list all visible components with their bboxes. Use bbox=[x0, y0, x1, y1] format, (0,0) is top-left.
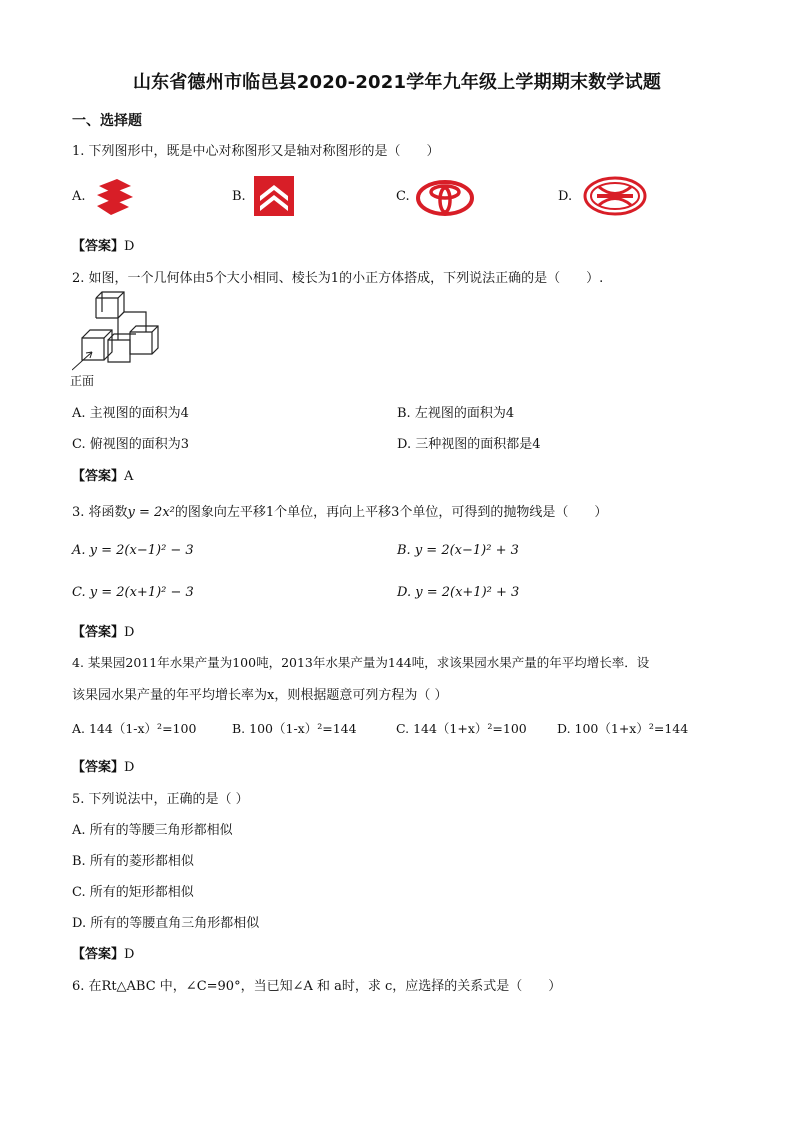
question-2-answer: 【答案】A bbox=[72, 469, 134, 484]
q5-option-a: A. 所有的等腰三角形都相似 bbox=[72, 823, 233, 838]
citroen-logo-icon bbox=[254, 176, 294, 216]
q2-option-a: A. 主视图的面积为4 bbox=[72, 406, 189, 421]
q2-option-c: C. 俯视图的面积为3 bbox=[72, 437, 190, 452]
question-2-stem: 2. 如图，一个几何体由5个大小相同、棱长为1的小正方体搭成，下列说法正确的是（ ）. bbox=[72, 271, 604, 286]
q2-option-d: D. 三种视图的面积都是4 bbox=[397, 437, 541, 452]
question-4-stem-line1: 4. 某果园2011年水果产量为100吨，2013年水果产量为144吨，求该果园水果产量的年平均增长率．设 bbox=[72, 655, 650, 670]
section-heading: 一、选择题 bbox=[72, 113, 142, 129]
question-4-stem-line2: 该果园水果产量的年平均增长率为x，则根据题意可列方程为（ ） bbox=[72, 688, 448, 703]
q5-option-c: C. 所有的矩形都相似 bbox=[72, 885, 194, 900]
answer-tag: 【答案】 bbox=[72, 239, 125, 254]
question-4-answer: 【答案】D bbox=[72, 760, 135, 775]
q3-option-c: C. y = 2(x+1)² − 3 bbox=[72, 585, 194, 600]
cube-figure bbox=[72, 290, 172, 372]
answer-value: D bbox=[124, 239, 135, 254]
q5-option-d: D. 所有的等腰直角三角形都相似 bbox=[72, 916, 260, 931]
function-expression: y = 2x² bbox=[127, 505, 175, 520]
q3-option-b: B. y = 2(x−1)² + 3 bbox=[397, 543, 519, 558]
q1-option-c-label: C. bbox=[396, 189, 410, 204]
toyota-logo-icon bbox=[416, 180, 474, 216]
q4-option-b: B. 100（1-x）²=144 bbox=[232, 721, 357, 736]
q3-option-a: A. y = 2(x−1)² − 3 bbox=[72, 543, 194, 558]
q5-option-b: B. 所有的菱形都相似 bbox=[72, 854, 194, 869]
question-5-stem: 5. 下列说法中，正确的是（ ） bbox=[72, 792, 249, 807]
hino-logo-icon bbox=[583, 176, 647, 216]
question-6-stem: 6. 在Rt△ABC 中，∠C=90°，当已知∠A 和 a时，求 c，应选择的关系式是（ ） bbox=[72, 979, 562, 994]
q1-option-a-label: A. bbox=[72, 189, 86, 204]
page-title: 山东省德州市临邑县2020-2021学年九年级上学期期末数学试题 bbox=[132, 72, 662, 93]
question-1-stem: 1. 下列图形中，既是中心对称图形又是轴对称图形的是（ ） bbox=[72, 144, 440, 159]
q4-option-c: C. 144（1+x）²=100 bbox=[396, 721, 527, 736]
q4-option-a: A. 144（1-x）²=100 bbox=[72, 721, 197, 736]
q2-option-b: B. 左视图的面积为4 bbox=[397, 406, 515, 421]
question-3-answer: 【答案】D bbox=[72, 625, 135, 640]
q3-option-d: D. y = 2(x+1)² + 3 bbox=[397, 585, 520, 600]
question-1-answer bbox=[72, 235, 134, 254]
q4-option-d: D. 100（1+x）²=144 bbox=[557, 721, 689, 736]
figure-label-front: 正面 bbox=[70, 374, 95, 388]
suzuki-logo-icon bbox=[93, 176, 135, 218]
question-5-answer: 【答案】D bbox=[72, 947, 135, 962]
q1-option-b-label: B. bbox=[232, 189, 246, 204]
question-3-stem: 3. 将函数y = 2x²的图象向左平移1个单位，再向上平移3个单位，可得到的抛物线是（ ） bbox=[72, 505, 608, 520]
q1-option-d-label: D. bbox=[558, 189, 573, 204]
